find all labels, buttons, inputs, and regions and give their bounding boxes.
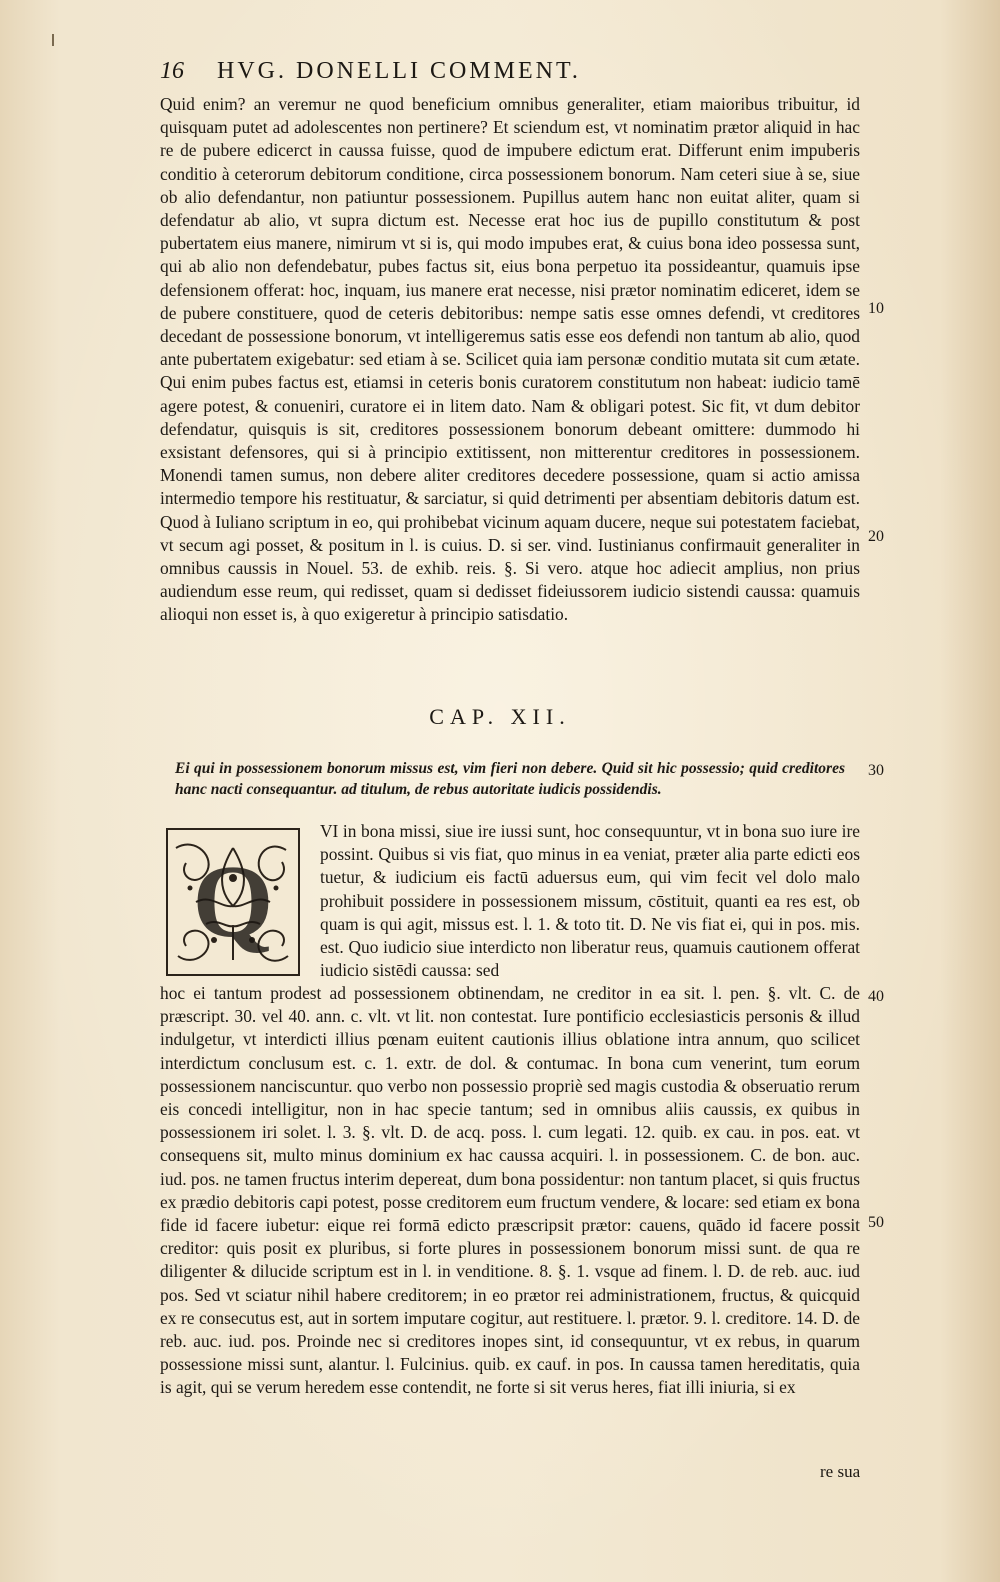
decorated-initial-q [166, 828, 300, 976]
paragraph-1: Quid enim? an veremur ne quod beneficium omnibus generaliter, etiam maioribus tribuitur, id quisquam putet ad adolescentes non pertinere? Et sciendum est, vt nominatim prætor aliquid in hac re de pubere edicerct in caussa fuisse, quod de impubere edictum erat. Differunt enim impuberis conditio à ceterorum debitorum conditione, circa possessionem bonorum. Nam ceteri siue à se, siue ob alio defendantur, non patiuntur possessionem. Pupillus autem hanc non euitat aliter, quam si defendatur ab alio, vt supra dictum est. Necesse erat hoc ius de pupillo constitutum & post pubertatem eius manere, nimirum vt si is, qui modo impubes erat, & cuius bona ideo possessa sunt, qui ab alio non defendebatur, pubes factus sit, eius bona perpetuo ita possideantur, quamuis ipse defensionem offerat: hoc, inquam, ius manere erat necesse, nisi prætor nominatim ediceret, idem se de pubere constituere, quod de ceteris debitoribus: nempe satis esse omnes defendi, vt creditores decedant de possessione bonorum, vt intelligeremus satis esse eos defendi non tantum ab alio, quod ante pubertatem exigebatur: sed etiam à se. Scilicet quia iam personæ conditio mutata sit cum ætate. Qui enim pubes factus est, etiamsi in ceteris bonis curatorem constitutum non habeat: iudicio tamē agere potest, & conueniri, curatore ei in litem dato. Nam & obligari potest. Sic fit, vt dum debitor defendatur, quisquis is sit, creditores possessionem bonorum debeant omittere: dummodo hi exsistant defensores, qui si à principio extitissent, non mitterentur creditores in possessionem. Monendi tamen sumus, non debere aliter creditores decedere possessione, quam si actio amissa intermedio tempore his restituatur, & sarciatur, si quid detrimenti per absentiam debitoris datum est. Quod à Iuliano scriptum in eo, qui prohibebat vicinum aquam ducere, neque sui potestatem faciebat, vt secum agi posset, & positum in l. is cuius. D. si ser. vind. Iustinianus confirmauit generaliter in omnibus caussis in Nouel. 53. de exhib. reis. §. Si vero. atque hoc adiecit amplius, non prius audiendum esse reum, qui redisset, quam si dedisset fideiussorem iudicio sistendi caussa: quamuis alioqui non esset is, à quo exigeretur à principio satisdatio. [160, 94, 860, 625]
catchword: re sua [820, 1462, 861, 1481]
chapter-summary: Ei qui in possessionem bonorum missus est, vim fieri non debere. Quid sit hic possessio; quid creditores hanc nacti consequantur. ad titulum, de rebus autoritate iudicis possidendis. [175, 760, 845, 798]
paragraph-3: hoc ei tantum prodest ad possessionem obtinendam, ne creditor in ea sit. l. pen. §. vlt. C. de præscript. 30. vel 40. ann. c. vlt. vt lit. non contestat. Iure pontificio ecclesiasticis personis & illud indulgetur, vt interdicti illius pœnam euitent cautionis illius oblatione intra annum, quo scilicet interdictum conclusum est. c. 1. extr. de dol. & contumac. In bona cum venerint, tum eorum possessionem nanciscuntur. quo verbo non possessio propriè sed magis custodia & obseruatio rerum eis concedi intelligitur, non in hac specie tantum; sed in omnibus aliis caussis, ex quibus in possessionem iri solet. l. 3. §. vlt. D. de acq. poss. l. cum legati. 12. quib. ex cau. in pos. eat. vt consequens sit, multo minus dominium ex hac caussa acquiri. l. in possessionem. C. de bon. auc. iud. pos. ne tamen fructus interim depereat, dum bona possidentur: non tantum placet, si quis fructus ex prædio debitoris capi potest, posse creditorem eum fructum vendere, & locare: sed etiam ex bona fide id facere iubetur: eique rei formā edicto præscripsit prætor: cauens, quādo id facere possit creditor: quis posit ex pluribus, si forte plures in possessionem bonorum missi sunt. de qua re diligenter & dilucide scriptum est in l. in venditione. 8. §. 1. vsque ad finem. l. D. de reb. auc. iud pos. Sed vt sciatur nihil habere creditorem; in eo prætor rei administrationem, fructus, & quicquid ex re consecutus est, aut in sortem imputare cogitur, aut restituere. l. prætor. 9. l. creditore. 14. D. de reb. auc. iud. pos. Proinde nec si creditores inopes sint, id consequuntur, vt ex rebus, in quarum possessione missi sunt, alantur. l. Fulcinius. quib. ex cauf. in pos. In caussa tamen hereditatis, quia is agit, qui se verum heredem esse contendit, ne forte si sit verus heres, fiat illi iniuria, si ex [160, 983, 860, 1398]
margin-line-number: 20 [868, 528, 884, 545]
margin-line-number: 10 [868, 300, 884, 317]
margin-line-number: 30 [868, 762, 884, 779]
margin-line-number: 40 [868, 988, 884, 1005]
paragraph-2: VI in bona missi, siue ire iussi sunt, hoc consequuntur, vt in bona suo iure ire possint. Quibus si vis fiat, quo minus in ea veniat, præter alia parte edicti eos tuetur, & iudicium eis factū aduersus eum, qui vim fecit vel dolo malo prohibuit possidere in possessionem missum, cōstituit, quanti ea res est, ob quam is qui agit, missus est. l. 1. & toto tit. D. Ne vis fiat ei, qui in pos. mis. est. Quo iudicio siue interdicto non liberatur reus, quamuis cautionem offerat iudicio sistēdi caussa: sed [320, 821, 860, 981]
running-header [160, 58, 860, 94]
folio-number: 16 [160, 58, 184, 84]
margin-line-number: 50 [868, 1214, 884, 1231]
page-edge-mark [52, 34, 54, 46]
running-title: HVG. DONELLI COMMENT. [217, 58, 581, 84]
chapter-heading: CAP. XII. [429, 704, 571, 729]
initial-letter: Q [192, 844, 274, 959]
